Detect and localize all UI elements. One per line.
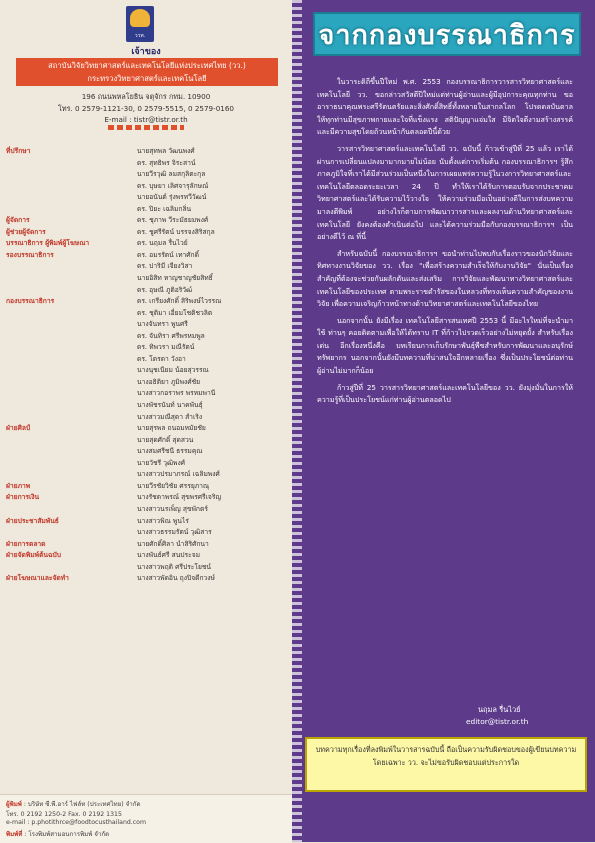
- staff-name: นายวีรชัยวิชัย ศรรยุภาณุ: [137, 481, 210, 490]
- ministry-name: กระทรวงวิทยาศาสตร์และเทคโนโลยี: [87, 74, 207, 83]
- staff-role: ฝ่ายประชาสัมพันธ์: [6, 516, 59, 525]
- staff-row: [4, 238, 288, 250]
- staff-row: [4, 250, 288, 262]
- printer-info: [0, 794, 292, 843]
- editorial-text: [317, 76, 573, 407]
- staff-name: นางรัชดาพรณ์ สุขพรศรีเจริญ: [137, 493, 222, 502]
- staff-row: [4, 169, 288, 181]
- staff-role: กองบรรณาธิการ: [6, 297, 55, 306]
- contact-block: [0, 91, 292, 126]
- staff-name: ดร. อมรรัตน์ เทาศักดิ์: [137, 250, 199, 259]
- staff-row: [4, 308, 288, 320]
- printer-phone: โทร. 0 2192 1250-2 Fax. 0 2192 1315: [6, 811, 122, 818]
- editorial-paragraph: วารสารวิทยาศาสตร์และเทคโนโลยี วว. ฉบับนี้ ก้าวเข้าสู่ปีที่ 25 แล้ว เราได้ผ่านการเปลี่ยนแปลงมามากมายไม่น้อย นับตั้งแต่การเริ่มต้น กองบรรณาธิการฯ รู้สึกภาคภูมิใจที่เราได้มีส่วนร่วมเป็นหนึ่งในการเผยแพร่ความรู้ในวงการวิทยาศาสตร์และเทคโนโลยีตลอดระยะเวลา 24 ปี ทำให้เราได้รับการตอบรับจากประชาคมวิทยาศาสตร์และได้รับความไว้วางใจ ให้ความร่วมมือเป็นอย่างดีในการส่งบทความมาลงตีพิมพ์ อย่างไรก็ตามการพัฒนาวารสารและผลงานด้านวิทยาศาสตร์และเทคโนโลยี ยังคงต้องดำเนินต่อไป และได้ความร่วมมือกับกองบรรณาธิการฯ เป็นอย่างดีไว้ ณ ที่นี้: [317, 143, 573, 242]
- staff-row: [4, 354, 288, 366]
- staff-name: นางพัชรนันท์ นาคพันธุ์: [137, 401, 203, 410]
- staff-role: [4, 458, 137, 470]
- printer-value: : บริษัท ซี.พี.อาร์ ไฟล์ท (ประเทศไทย) จำกัด: [23, 801, 141, 808]
- staff-row: [4, 562, 288, 574]
- address: 196 ถนนพหลโยธิน จตุจักร กทม. 10900: [81, 92, 211, 101]
- editorial-paragraph: ก้าวสู่ปีที่ 25 วารสารวิทยาศาสตร์และเทคโนโลยีของ วว. ยังมุ่งมั่นในการให้ความรู้ที่เป็นประโยชน์แก่ท่านผู้อ่านตลอดไป: [317, 382, 573, 405]
- tistr-logo: [126, 6, 154, 42]
- staff-name: นางอธิติยา ภูมิพงศ์ชัย: [137, 377, 201, 386]
- print-house-value: : โรงพิมพ์สามอนการพิมพ์ จำกัด: [24, 831, 110, 838]
- staff-name: นางสาวพัดอิน ถุงปิจดีกวงษ์: [137, 574, 215, 583]
- staff-role: [4, 446, 137, 458]
- staff-role: [4, 261, 137, 273]
- staff-row: [4, 342, 288, 354]
- staff-name: นายอนันต์ รุ่งพรทวีวัฒน์: [137, 193, 207, 202]
- staff-role: [4, 319, 137, 331]
- staff-row: [4, 435, 288, 447]
- editor-signature: นฤมล รื่นไวย์: [478, 705, 521, 714]
- staff-row: [4, 481, 288, 493]
- staff-list: [4, 146, 288, 585]
- editorial-paragraph: นอกจากนั้น ยังมีเรื่อง เทคโนโลยีสารสนเทศปี 2553 นี้ มีอะไรใหม่ที่จะนำมาใช้ ท่านๆ คอยติดตามเพื่อให้ได้ทราบ IT ที่ก้าวไปรวดเร็วอย่างไม่หยุดยั้ง สำหรับเรื่องเด่น อีกเรื่องหนึ่งคือ บทเรียนการเก็บรักษาพันธุ์พืชสำหรับการพัฒนาและอนุรักษ์ทรัพยากร นอกจากนั้นยังมีบทความที่น่าสนใจอีกหลายเรื่อง ซึ่งเป็นประโยชน์ต่อท่านผู้อ่านไม่มากก็น้อย: [317, 315, 573, 376]
- staff-row: [4, 181, 288, 193]
- staff-row: [4, 273, 288, 285]
- staff-role: [4, 365, 137, 377]
- page-spine: [292, 0, 302, 842]
- staff-role: ฝ่ายภาพ: [6, 481, 31, 490]
- staff-name: ดร. จันทิรา ศรีพรหมพูล: [137, 331, 205, 340]
- staff-row: [4, 365, 288, 377]
- staff-name: ดร. สุทธิพร จิระสาน์: [137, 158, 196, 167]
- staff-name: นางสาวมณีสุดา สำเริง: [137, 412, 203, 421]
- staff-row: [4, 192, 288, 204]
- staff-role: รองบรรณาธิการ: [6, 250, 54, 259]
- staff-row: [4, 516, 288, 528]
- staff-role: [4, 285, 137, 297]
- staff-row: [4, 527, 288, 539]
- print-house-line: [6, 829, 109, 839]
- staff-row: [4, 458, 288, 470]
- editor-email: editor@tistr.or.th: [466, 717, 529, 726]
- staff-role: [4, 412, 137, 424]
- staff-row: [4, 158, 288, 170]
- staff-name: นายอิสิท หาญชาญชัยสิทธิ์: [137, 274, 213, 283]
- staff-name: ดร. เกรียงศักดิ์ สิริพงษ์ไวรรณ: [137, 297, 222, 306]
- staff-role: [4, 204, 137, 216]
- printer-line: [6, 799, 140, 809]
- staff-row: [4, 504, 288, 516]
- staff-role: [4, 435, 137, 447]
- printer-email: e-mail : p.photithrce@foodtocusthailand.com: [6, 819, 146, 826]
- staff-row: [4, 377, 288, 389]
- staff-name: ดร. โตรดา วังอา: [137, 354, 186, 363]
- staff-row: [4, 550, 288, 562]
- staff-role: [4, 469, 137, 481]
- staff-role: ฝ่ายโฆษณาและจัดทำ: [6, 574, 69, 583]
- staff-name: นายสุทพล วัฒนพงศ์: [137, 147, 195, 155]
- staff-role: ผู้จัดการ: [6, 216, 30, 225]
- staff-name: นายศักดิ์ศิลา นำสิริศักนา: [137, 539, 209, 548]
- staff-name: ดร. ปิยะ เฉลิมกลิ่น: [137, 204, 192, 213]
- staff-row: [4, 539, 288, 551]
- staff-name: นางสาวกอราพร พรหมพานี: [137, 389, 216, 398]
- editorial-paragraph: ในวาระดิถีขึ้นปีใหม่ พ.ศ. 2553 กองบรรณาธิการวารสารวิทยาศาสตร์และเทคโนโลยี วว. ขอกล่าวสวัสดีปีใหม่แด่ท่านผู้อ่านและผู้มีอุปการะคุณทุกท่าน ขออาราธนาคุณพระศรีรัตนตรัยและสิ่งศักดิ์สิทธิ์ทั้งหลายในสากลโลก โปรดดลบันดาลให้ทุกท่านมีสุขภาพกายและใจที่แข็งแรง สติปัญญาแจ่มใส มีจิตใจดีงามสร้างสรรค์ และมีความสุขโดยถ้วนหน้ากันตลอดปีนี้ด้วย: [317, 77, 573, 137]
- staff-name: นางสาวพฤติ ศรีประโยชน์: [137, 562, 211, 571]
- staff-name: ดร. ชุติมา เอี่ยมโชติชวลิต: [137, 308, 213, 317]
- staff-name: ดร. บุษยา เลิศจารุลักษณ์: [137, 181, 209, 190]
- staff-name: ดร. นฤมล รื่นไวย์: [137, 239, 188, 248]
- staff-role: [4, 527, 137, 539]
- staff-role: [4, 354, 137, 366]
- print-house-label: พิมพ์ที่: [6, 831, 23, 838]
- staff-role: [4, 181, 137, 193]
- staff-name: นางสาวปรมาภรณ์ เฉลิมพงศ์: [137, 470, 220, 479]
- staff-name: นางพันธ์ศรี สนประจม: [137, 551, 201, 560]
- staff-role: ฝ่ายจัดพิมพ์ต้นฉบับ: [6, 551, 62, 560]
- staff-name: นางนุชเนียม น้อยสุวรรณ: [137, 366, 209, 375]
- staff-role: ฝ่ายศิลป์: [6, 424, 31, 433]
- staff-row: [4, 204, 288, 216]
- staff-row: [4, 400, 288, 412]
- staff-name: นางสาวนรเพ็ญ สุขพักตร์: [137, 504, 208, 513]
- printer-label: ผู้พิมพ์: [6, 801, 22, 808]
- staff-role: [4, 169, 137, 181]
- staff-name: ดร. ทิพวรา มณีรัตน์: [137, 343, 195, 352]
- organization-banner: [16, 58, 278, 86]
- staff-name: นายสุรพล ถนอมหมัยชัย: [137, 424, 206, 433]
- owner-label: เจ้าของ: [131, 47, 161, 57]
- editorial-paragraph: สำหรับฉบับนี้ กองบรรณาธิการฯ ขอนำท่านไปพบกับเรื่องราวของนักวิจัยและทิศทางงานวิจัยของ วว. เรื่อง "เพื่อสร้างความสำเร็จให้กับงานวิจัย" นั่นเป็นเรื่องสำคัญที่ต้องจะช่วยกันผลักดันและส่งเสริม การวิจัยและพัฒนาทางวิทยาศาสตร์และเทคโนโลยีของประเทศ ตามพระราชดำรัสของในหลวงที่ทรงเห็นความสำคัญของงานวิจัย เพื่อความเจริญก้าวหน้าทางด้านวิทยาศาสตร์และเทคโนโลยีของไทย: [317, 248, 573, 309]
- staff-role: [4, 158, 137, 170]
- staff-row: [4, 227, 288, 239]
- staff-row: [4, 492, 288, 504]
- staff-role: [4, 377, 137, 389]
- staff-row: [4, 261, 288, 273]
- masthead-column: [0, 0, 292, 842]
- staff-row: [4, 388, 288, 400]
- staff-role: บรรณาธิการ ผู้พิมพ์ผู้โฆษณา: [6, 239, 90, 248]
- staff-name: นางสาวพิณ พูนไร่: [137, 516, 189, 525]
- staff-role: [4, 308, 137, 320]
- staff-name: นางจันทรา พูนศรี: [137, 320, 188, 329]
- staff-role: [4, 400, 137, 412]
- staff-name: ดร. ชูศรีรัตน์ บรรจงสิริสกุล: [137, 227, 215, 236]
- staff-row: [4, 412, 288, 424]
- staff-role: [4, 273, 137, 285]
- staff-row: [4, 331, 288, 343]
- staff-name: ดร. อุษณี ภูติอริวัฒ์: [137, 285, 193, 294]
- email: E-mail : tistr@tistr.or.th: [104, 115, 188, 124]
- logo-sun-icon: [130, 9, 150, 27]
- staff-row: [4, 296, 288, 308]
- disclaimer-notice: บทความทุกเรื่องที่ลงพิมพ์ในวารสารฉบับนี้ ถือเป็นความรับผิดชอบของผู้เขียนบทความ โดยเฉพาะ วว. จะไม่ขอรับผิดชอบแต่ประการใด: [305, 737, 587, 792]
- staff-row: [4, 423, 288, 435]
- staff-role: [4, 331, 137, 343]
- staff-role: ฝ่ายการเงิน: [6, 493, 40, 502]
- staff-row: [4, 319, 288, 331]
- staff-name: ดร. ชุภาพ วีระมัธยมพงศ์: [137, 216, 209, 225]
- staff-name: นายวัชรี วุฒิพงศ์: [137, 458, 185, 467]
- staff-role: ฝ่ายการตลาด: [6, 539, 46, 548]
- staff-role: [4, 342, 137, 354]
- dashed-divider: [108, 125, 184, 130]
- staff-role: ผู้ช่วยผู้จัดการ: [6, 227, 46, 236]
- staff-name: ดร. ปาริมี เจียงวิสา: [137, 262, 193, 271]
- staff-role: [4, 504, 137, 516]
- phone: โทร. 0 2579-1121-30, 0 2579-5515, 0 2579-0160: [57, 103, 234, 113]
- staff-row: [4, 146, 288, 158]
- staff-name: นางสาวธรรมรัตน์ วุฒิสาร: [137, 528, 212, 537]
- staff-row: [4, 573, 288, 585]
- logo-text: ววท.: [134, 33, 146, 39]
- editorial-title: จากกองบรรณาธิการ: [318, 19, 576, 51]
- staff-row: [4, 285, 288, 297]
- staff-row: [4, 215, 288, 227]
- organization-name: สถาบันวิจัยวิทยาศาสตร์และเทคโนโลยีแห่งประเทศไทย (วว.): [48, 61, 246, 70]
- staff-role: [4, 388, 137, 400]
- staff-name: นางสมศรีชนี ธรรมคุณ: [137, 447, 203, 456]
- staff-row: [4, 446, 288, 458]
- staff-role: ที่ปรึกษา: [6, 147, 31, 155]
- editorial-title-box: [313, 12, 581, 56]
- staff-role: [4, 562, 137, 574]
- staff-name: นายวีรวุฒิ ลมสกุลิตะกุล: [137, 170, 206, 179]
- staff-role: [4, 192, 137, 204]
- staff-name: นายสุดศักดิ์ สุดสวน: [137, 435, 194, 444]
- staff-row: [4, 469, 288, 481]
